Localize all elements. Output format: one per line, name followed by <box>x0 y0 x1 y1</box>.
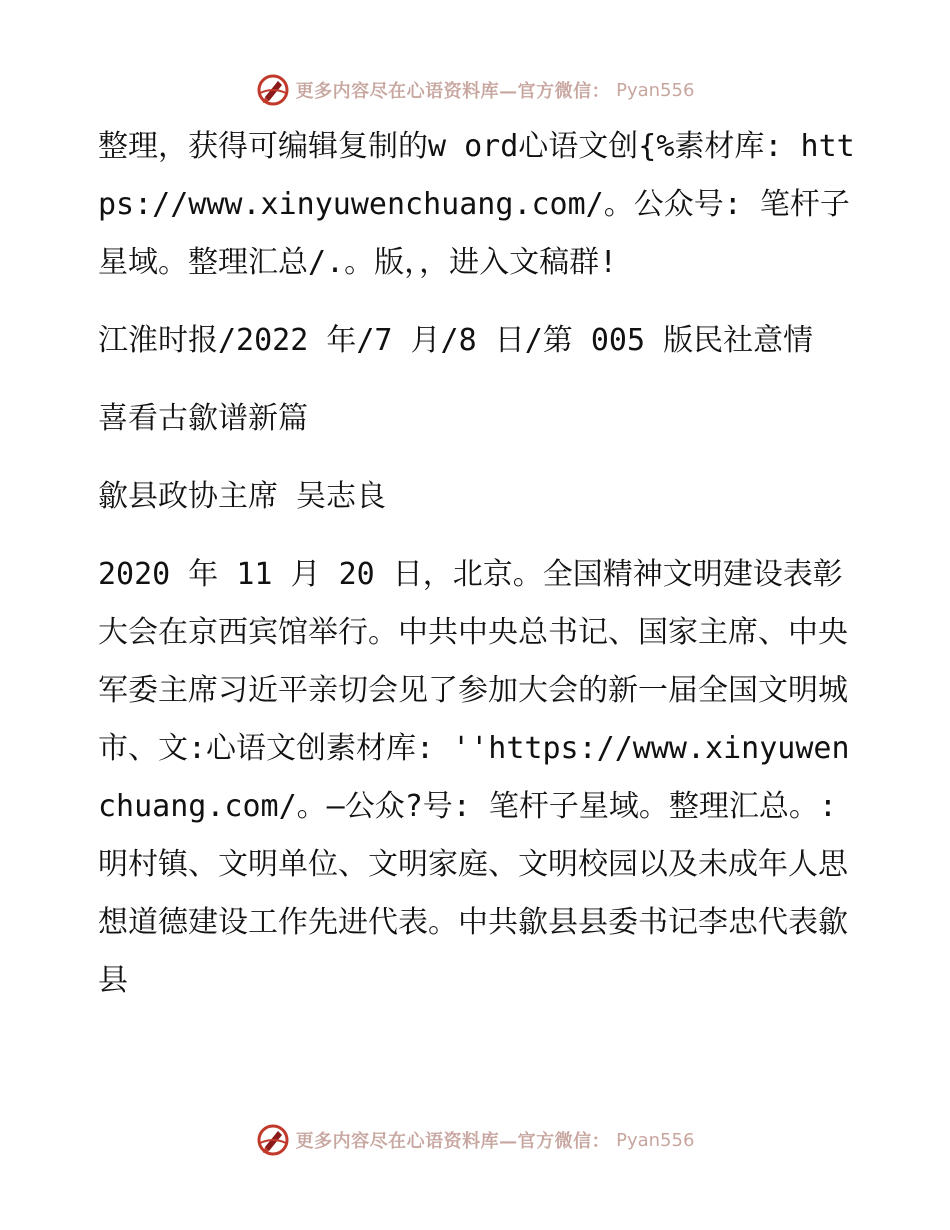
footer-watermark-banner <box>0 1120 950 1160</box>
paragraph-source-notice: 整理，获得可编辑复制的w ord心语文创{%素材库: https://www.xinyuwenchuang.com/。公众号: 笔杆子星域。整理汇总/.。版，，进入文稿群! <box>98 129 855 280</box>
article-author: 歙县政协主席 吴志良 <box>98 479 387 514</box>
watermark-text: 更多内容尽在心语资料库—官方微信： <box>295 1131 611 1152</box>
watermark-wechat-id: Pyan556 <box>616 1129 695 1151</box>
brand-logo-icon <box>256 73 290 107</box>
document-body <box>98 118 858 1030</box>
header-watermark-banner <box>0 70 950 110</box>
article-title: 喜看古歙谱新篇 <box>98 401 308 436</box>
paragraph-body: 2020 年 11 月 20 日，北京。全国精神文明建设表彰大会在京西宾馆举行。中共中央总书记、国家主席、中央军委主席习近平亲切会见了参加大会的新一届全国文明城市、文:心语文创素材库: ''https://www.xinyuwenchuang.com/。—公众?号: 笔杆子星域。整理汇总。:明村镇、文明单位、文明家庭、文明校园以及未成年人思想道德建设工作先进代表。中共歙县县委书记李忠代表歙县 <box>98 557 850 998</box>
brand-logo-icon <box>256 1123 290 1157</box>
paragraph-publication-info: 江淮时报/2022 年/7 月/8 日/第 005 版民社意情 <box>98 323 814 358</box>
watermark-wechat-id: Pyan556 <box>616 79 695 101</box>
watermark-text: 更多内容尽在心语资料库—官方微信： <box>295 81 611 102</box>
